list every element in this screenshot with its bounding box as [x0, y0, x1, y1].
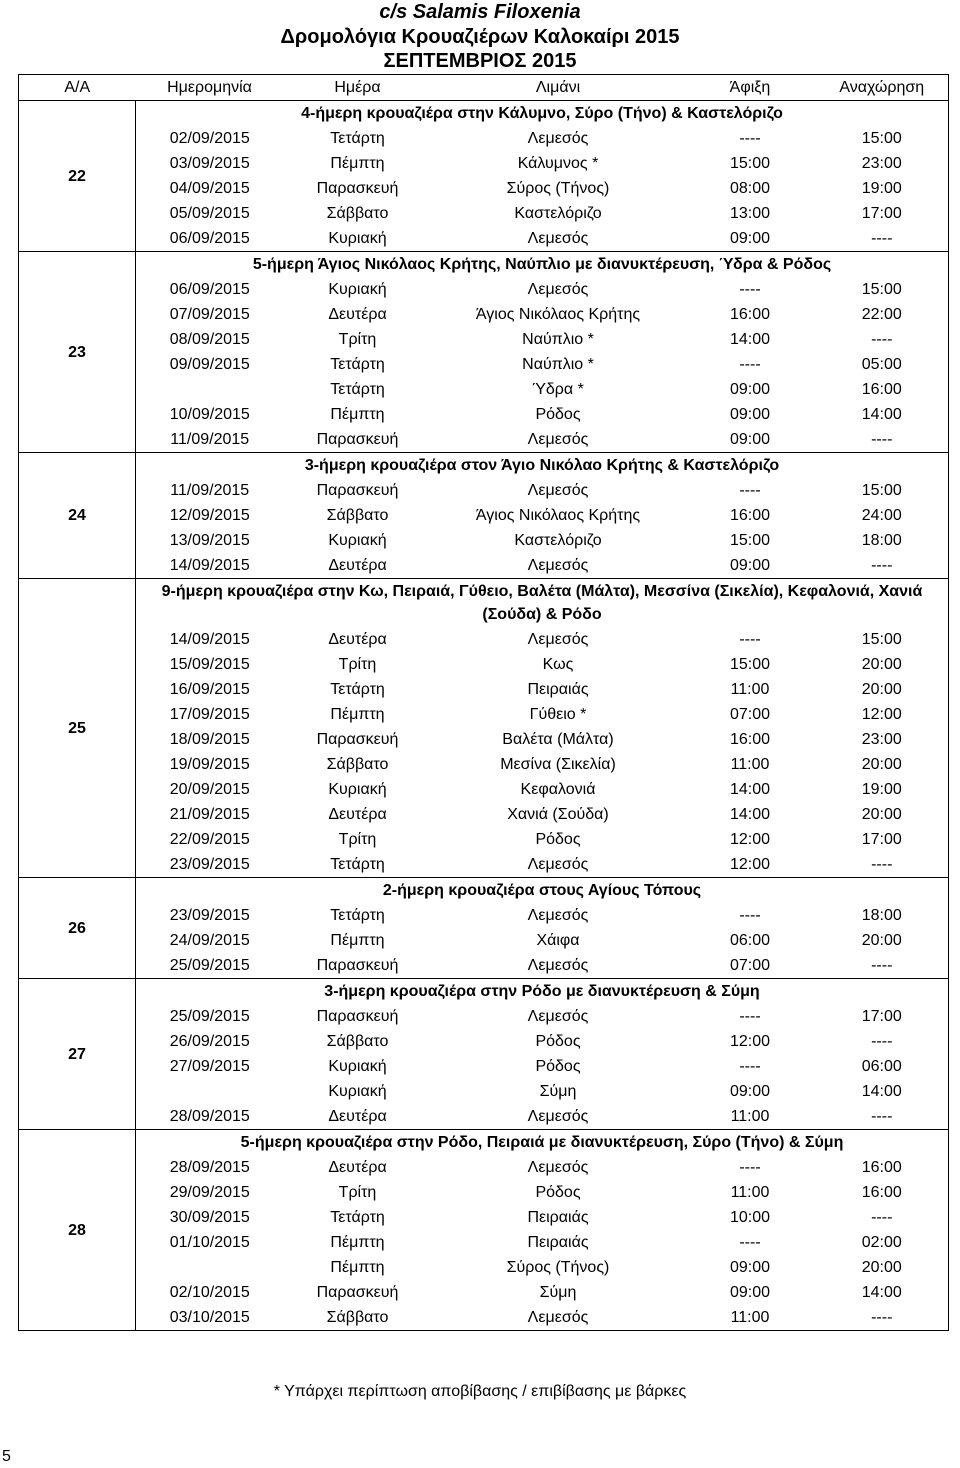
cruise-title: 2-ήμερη κρουαζιέρα στους Αγίους Τόπους	[382, 882, 702, 899]
table-row	[19, 802, 949, 827]
port-cell: Λεμεσός	[432, 427, 685, 453]
arrival-cell: 09:00	[729, 406, 771, 423]
day-cell: Τετάρτη	[330, 681, 385, 698]
date-cell: 10/09/2015	[169, 406, 250, 423]
arrival-cell: 09:00	[729, 1083, 771, 1100]
departure-cell: 20:00	[861, 932, 902, 949]
date-cell: 14/09/2015	[136, 553, 284, 579]
day-cell: Πέμπτη	[330, 406, 385, 423]
departure-cell: 19:00	[861, 180, 902, 197]
day-cell: Δευτέρα	[328, 806, 387, 823]
arrival-cell: 14:00	[729, 806, 771, 823]
table-row	[19, 226, 949, 252]
table-row	[19, 478, 949, 503]
departure-cell: ----	[816, 553, 949, 579]
date-cell: 04/09/2015	[169, 180, 250, 197]
date-cell: 23/09/2015	[169, 907, 250, 924]
departure-cell: 02:00	[861, 1234, 902, 1251]
table-row	[19, 1230, 949, 1255]
date-cell: 03/09/2015	[169, 155, 250, 172]
arrival-cell: 16:00	[729, 731, 771, 748]
date-cell: 02/09/2015	[169, 130, 250, 147]
table-row	[19, 1155, 949, 1180]
departure-cell: 15:00	[861, 631, 902, 648]
table-row	[19, 928, 949, 953]
day-cell: Πέμπτη	[330, 706, 385, 723]
port-cell: Ρόδος	[535, 1058, 581, 1075]
table-row	[19, 528, 949, 553]
port-cell: Λεμεσός	[527, 130, 589, 147]
page-number: 5	[2, 1448, 11, 1465]
departure-cell: ----	[816, 1104, 949, 1130]
port-cell: Καστελόριζο	[514, 532, 602, 549]
cruise-title: 5-ήμερη Άγιος Νικόλαος Κρήτης, Ναύπλιο με διανυκτέρευση, Ύδρα & Ρόδος	[252, 256, 832, 273]
departure-cell: 15:00	[861, 130, 902, 147]
port-cell: Λεμεσός	[527, 907, 589, 924]
port-cell: Λεμεσός	[432, 1305, 685, 1331]
departure-cell: 16:00	[861, 1159, 902, 1176]
col-header-date: Ημερομηνία	[136, 75, 284, 101]
departure-cell: 05:00	[861, 356, 902, 373]
port-cell: Λεμεσός	[527, 1159, 589, 1176]
port-cell: Πειραιάς	[527, 681, 589, 698]
arrival-cell: 11:00	[730, 1184, 770, 1201]
date-cell: 26/09/2015	[169, 1033, 250, 1050]
day-cell: Τετάρτη	[330, 381, 385, 398]
cruise-title-row	[19, 979, 949, 1005]
port-cell: Καστελόριζο	[514, 205, 602, 222]
day-cell: Τετάρτη	[330, 356, 385, 373]
day-cell: Κυριακή	[328, 1083, 387, 1100]
day-cell: Παρασκευή	[316, 731, 399, 748]
port-cell: Λεμεσός	[527, 1008, 589, 1025]
table-row	[19, 377, 949, 402]
port-cell: Σύρος (Τήνος)	[506, 180, 610, 197]
date-cell: 21/09/2015	[169, 806, 250, 823]
cruise-title: 5-ήμερη κρουαζιέρα στην Ρόδο, Πειραιά με διανυκτέρευση, Σύρο (Τήνο) & Σύμη	[240, 1134, 844, 1151]
departure-cell: 15:00	[861, 281, 902, 298]
port-cell: Λεμεσός	[432, 226, 685, 252]
port-cell: Χάιφα	[536, 932, 580, 949]
cruise-title-row	[19, 252, 949, 278]
day-cell: Τετάρτη	[330, 130, 385, 147]
arrival-cell: 07:00	[729, 706, 771, 723]
table-row	[19, 1004, 949, 1029]
day-cell: Παρασκευή	[284, 427, 432, 453]
col-header-departure: Αναχώρηση	[816, 75, 949, 101]
cruise-number: 27	[19, 979, 136, 1130]
port-cell: Λεμεσός	[527, 631, 589, 648]
port-cell: Λεμεσός	[432, 1104, 685, 1130]
arrival-cell: 07:00	[685, 953, 816, 979]
port-cell: Ρόδος	[535, 1033, 581, 1050]
table-row	[19, 827, 949, 852]
table-row	[19, 427, 949, 453]
cruise-number: 25	[19, 579, 136, 878]
cruise-title: 9-ήμερη κρουαζιέρα στην Κω, Πειραιά, Γύθειο, Βαλέτα (Μάλτα), Μεσσίνα (Σικελία), Κεφαλονιά, Χανιά (Σούδα) & Ρόδο	[161, 583, 923, 623]
table-row	[19, 777, 949, 802]
departure-cell: ----	[816, 953, 949, 979]
schedule-body	[19, 101, 949, 1331]
departure-cell: 17:00	[861, 205, 902, 222]
arrival-cell: 10:00	[729, 1209, 771, 1226]
port-cell: Ναύπλιο *	[522, 331, 594, 348]
arrival-cell: 11:00	[685, 1104, 816, 1130]
date-cell: 13/09/2015	[169, 532, 250, 549]
arrival-cell: 09:00	[729, 1259, 771, 1276]
col-header-aa: Α/Α	[19, 75, 136, 101]
cruise-title-row	[19, 1130, 949, 1156]
table-row	[19, 1305, 949, 1331]
arrival-cell: 13:00	[729, 205, 771, 222]
arrival-cell: 06:00	[729, 932, 771, 949]
date-cell: 11/09/2015	[136, 427, 284, 453]
cruise-title: 3-ήμερη κρουαζιέρα στην Ρόδο με διανυκτέρευση & Σύμη	[324, 983, 760, 1000]
table-row	[19, 752, 949, 777]
day-cell: Κυριακή	[328, 1058, 387, 1075]
date-cell: 11/09/2015	[170, 482, 250, 499]
day-cell: Δευτέρα	[284, 553, 432, 579]
table-row	[19, 1054, 949, 1079]
departure-cell: 17:00	[861, 1008, 902, 1025]
date-cell: 20/09/2015	[169, 781, 250, 798]
date-cell: 18/09/2015	[169, 731, 250, 748]
arrival-cell: ----	[739, 356, 761, 373]
day-cell: Τρίτη	[338, 1184, 377, 1201]
arrival-cell: 12:00	[685, 852, 816, 878]
col-header-day: Ημέρα	[284, 75, 432, 101]
date-cell: 28/09/2015	[136, 1104, 284, 1130]
cruise-number: 23	[19, 252, 136, 453]
arrival-cell: 16:00	[729, 507, 771, 524]
col-header-port: Λιμάνι	[432, 75, 685, 101]
cruise-title-row	[19, 579, 949, 628]
table-row	[19, 727, 949, 752]
table-row	[19, 677, 949, 702]
departure-cell: 14:00	[861, 406, 902, 423]
date-cell: 05/09/2015	[169, 205, 250, 222]
departure-cell: 14:00	[861, 1083, 902, 1100]
arrival-cell: 09:00	[729, 1284, 771, 1301]
arrival-cell: 15:00	[729, 155, 771, 172]
port-cell: Λεμεσός	[432, 953, 685, 979]
day-cell: Κυριακή	[328, 532, 387, 549]
day-cell: Πέμπτη	[330, 1259, 385, 1276]
arrival-cell: 11:00	[730, 681, 770, 698]
port-cell: Ρόδος	[535, 1184, 581, 1201]
day-cell: Παρασκευή	[316, 180, 399, 197]
date-cell	[136, 1079, 284, 1104]
arrival-cell: 08:00	[729, 180, 771, 197]
arrival-cell: ----	[739, 1058, 761, 1075]
day-cell: Δευτέρα	[328, 631, 387, 648]
port-cell: Σύρος (Τήνος)	[506, 1259, 610, 1276]
day-cell: Κυριακή	[328, 781, 387, 798]
day-cell: Τετάρτη	[330, 907, 385, 924]
date-cell: 25/09/2015	[169, 1008, 250, 1025]
port-cell: Χανιά (Σούδα)	[507, 806, 609, 823]
date-cell	[136, 1255, 284, 1280]
date-cell: 09/09/2015	[169, 356, 250, 373]
departure-cell: 18:00	[861, 907, 902, 924]
port-cell: Ρόδος	[535, 406, 581, 423]
departure-cell: 23:00	[861, 731, 902, 748]
footnote: * Υπάρχει περίπτωση αποβίβασης / επιβίβασης με βάρκες	[273, 1383, 687, 1400]
date-cell: 17/09/2015	[169, 706, 250, 723]
table-row	[19, 1255, 949, 1280]
table-row	[19, 1029, 949, 1054]
table-row	[19, 1205, 949, 1230]
day-cell: Τρίτη	[338, 831, 377, 848]
cruise-number: 22	[19, 101, 136, 252]
departure-cell: 12:00	[861, 706, 902, 723]
arrival-cell: 15:00	[729, 532, 771, 549]
date-cell: 29/09/2015	[169, 1184, 250, 1201]
date-cell: 02/10/2015	[169, 1284, 250, 1301]
arrival-cell: 16:00	[729, 306, 771, 323]
date-cell: 16/09/2015	[169, 681, 250, 698]
date-cell	[136, 377, 284, 402]
date-cell: 06/09/2015	[136, 226, 284, 252]
port-cell: Άγιος Νικόλαος Κρήτης	[475, 306, 641, 323]
day-cell: Δευτέρα	[328, 1159, 387, 1176]
port-cell: Κάλυμνος *	[517, 155, 599, 172]
port-cell: Γύθειο *	[529, 706, 587, 723]
column-header-row	[19, 75, 949, 101]
day-cell: Σάββατο	[284, 1305, 432, 1331]
table-row	[19, 201, 949, 226]
date-cell: 30/09/2015	[169, 1209, 250, 1226]
arrival-cell: 09:00	[685, 226, 816, 252]
table-row	[19, 627, 949, 652]
departure-cell: 22:00	[861, 306, 902, 323]
departure-cell: ----	[816, 852, 949, 878]
day-cell: Σάββατο	[326, 205, 389, 222]
arrival-cell: 11:00	[685, 1305, 816, 1331]
day-cell: Τρίτη	[338, 656, 377, 673]
arrival-cell: 09:00	[729, 381, 771, 398]
cruise-title-row	[19, 453, 949, 479]
arrival-cell: ----	[739, 482, 761, 499]
arrival-cell: 12:00	[729, 1033, 771, 1050]
table-row	[19, 953, 949, 979]
departure-cell: 06:00	[861, 1058, 902, 1075]
port-cell: Μεσίνα (Σικελία)	[500, 756, 616, 773]
day-cell: Πέμπτη	[330, 1234, 385, 1251]
port-cell: Πειραιάς	[527, 1234, 589, 1251]
day-cell: Σάββατο	[326, 507, 389, 524]
port-cell: Ρόδος	[535, 831, 581, 848]
departure-cell: 16:00	[861, 1184, 902, 1201]
date-cell: 03/10/2015	[136, 1305, 284, 1331]
day-cell: Παρασκευή	[316, 1284, 399, 1301]
arrival-cell: 15:00	[729, 656, 771, 673]
table-row	[19, 652, 949, 677]
table-row	[19, 1079, 949, 1104]
departure-cell: ----	[871, 331, 893, 348]
cruise-title: 4-ήμερη κρουαζιέρα στην Κάλυμνο, Σύρο (Τήνο) & Καστελόριζο	[301, 105, 783, 122]
arrival-cell: ----	[739, 130, 761, 147]
table-row	[19, 903, 949, 928]
document-title: Δρομολόγια Κρουαζιέρων Καλοκαίρι 2015	[280, 26, 680, 48]
date-cell: 27/09/2015	[169, 1058, 250, 1075]
port-cell: Κως	[542, 656, 574, 673]
arrival-cell: 12:00	[729, 831, 771, 848]
table-row	[19, 151, 949, 176]
departure-cell: 20:00	[861, 806, 902, 823]
day-cell: Κυριακή	[328, 281, 387, 298]
cruise-title-row	[19, 101, 949, 127]
arrival-cell: ----	[739, 1159, 761, 1176]
departure-cell: ----	[816, 226, 949, 252]
departure-cell: 14:00	[861, 1284, 902, 1301]
date-cell: 08/09/2015	[169, 331, 250, 348]
table-row	[19, 126, 949, 151]
arrival-cell: ----	[739, 631, 761, 648]
date-cell: 19/09/2015	[169, 756, 250, 773]
table-row	[19, 553, 949, 579]
port-cell: Κεφαλονιά	[520, 781, 596, 798]
departure-cell: 20:00	[861, 656, 902, 673]
day-cell: Δευτέρα	[328, 306, 387, 323]
departure-cell: 24:00	[861, 507, 902, 524]
port-cell: Άγιος Νικόλαος Κρήτης	[475, 507, 641, 524]
col-header-arrival: Άφιξη	[685, 75, 816, 101]
day-cell: Σάββατο	[326, 756, 389, 773]
date-cell: 01/10/2015	[169, 1234, 250, 1251]
arrival-cell: 11:00	[730, 756, 770, 773]
port-cell: Βαλέτα (Μάλτα)	[502, 731, 614, 748]
cruise-number: 24	[19, 453, 136, 579]
table-row	[19, 1104, 949, 1130]
departure-cell: 20:00	[861, 681, 902, 698]
day-cell: Παρασκευή	[284, 953, 432, 979]
company-title: c/s Salamis Filoxenia	[379, 1, 581, 23]
arrival-cell: 09:00	[685, 553, 816, 579]
table-row	[19, 302, 949, 327]
port-cell: Σύμη	[539, 1083, 577, 1100]
arrival-cell: 14:00	[729, 331, 771, 348]
date-cell: 23/09/2015	[136, 852, 284, 878]
departure-cell: 15:00	[861, 482, 902, 499]
table-row	[19, 176, 949, 201]
day-cell: Πέμπτη	[330, 155, 385, 172]
departure-cell: ----	[816, 427, 949, 453]
day-cell: Παρασκευή	[316, 482, 399, 499]
port-cell: Σύμη	[539, 1284, 577, 1301]
arrival-cell: ----	[739, 1234, 761, 1251]
day-cell: Τετάρτη	[330, 1209, 385, 1226]
table-row	[19, 277, 949, 302]
date-cell: 28/09/2015	[169, 1159, 250, 1176]
port-cell: Λεμεσός	[432, 553, 685, 579]
cruise-number: 28	[19, 1130, 136, 1331]
departure-cell: ----	[871, 1033, 893, 1050]
cruise-title: 3-ήμερη κρουαζιέρα στον Άγιο Νικόλαο Κρήτης & Καστελόριζο	[304, 457, 780, 474]
arrival-cell: 09:00	[685, 427, 816, 453]
departure-cell: ----	[816, 1305, 949, 1331]
port-cell: Ναύπλιο *	[522, 356, 594, 373]
day-cell: Κυριακή	[284, 226, 432, 252]
month-title: ΣΕΠΤΕΜΒΡΙΟΣ 2015	[383, 50, 577, 72]
date-cell: 25/09/2015	[136, 953, 284, 979]
day-cell: Τρίτη	[338, 331, 377, 348]
arrival-cell: 14:00	[729, 781, 771, 798]
departure-cell: 16:00	[861, 381, 902, 398]
arrival-cell: ----	[739, 281, 761, 298]
day-cell: Πέμπτη	[330, 932, 385, 949]
port-cell: Λεμεσός	[432, 852, 685, 878]
arrival-cell: ----	[739, 1008, 761, 1025]
port-cell: Λεμεσός	[527, 482, 589, 499]
departure-cell: 18:00	[861, 532, 902, 549]
cruise-number: 26	[19, 878, 136, 979]
date-cell: 06/09/2015	[169, 281, 250, 298]
day-cell: Σάββατο	[326, 1033, 389, 1050]
cruise-schedule-table	[18, 74, 949, 1331]
date-cell: 22/09/2015	[169, 831, 250, 848]
port-cell: Λεμεσός	[527, 281, 589, 298]
departure-cell: 19:00	[861, 781, 902, 798]
date-cell: 14/09/2015	[169, 631, 250, 648]
day-cell: Παρασκευή	[316, 1008, 399, 1025]
arrival-cell: ----	[739, 907, 761, 924]
table-row	[19, 702, 949, 727]
table-row	[19, 503, 949, 528]
departure-cell: ----	[871, 1209, 893, 1226]
departure-cell: 20:00	[861, 756, 902, 773]
day-cell: Τετάρτη	[284, 852, 432, 878]
cruise-title-row	[19, 878, 949, 904]
date-cell: 15/09/2015	[169, 656, 250, 673]
table-row	[19, 402, 949, 427]
table-row	[19, 1280, 949, 1305]
table-row	[19, 327, 949, 352]
departure-cell: 20:00	[861, 1259, 902, 1276]
day-cell: Δευτέρα	[284, 1104, 432, 1130]
table-row	[19, 1180, 949, 1205]
table-row	[19, 352, 949, 377]
departure-cell: 23:00	[861, 155, 902, 172]
port-cell: Πειραιάς	[527, 1209, 589, 1226]
date-cell: 12/09/2015	[169, 507, 250, 524]
port-cell: Ύδρα *	[532, 381, 584, 398]
table-row	[19, 852, 949, 878]
date-cell: 24/09/2015	[169, 932, 250, 949]
departure-cell: 17:00	[861, 831, 902, 848]
date-cell: 07/09/2015	[169, 306, 250, 323]
